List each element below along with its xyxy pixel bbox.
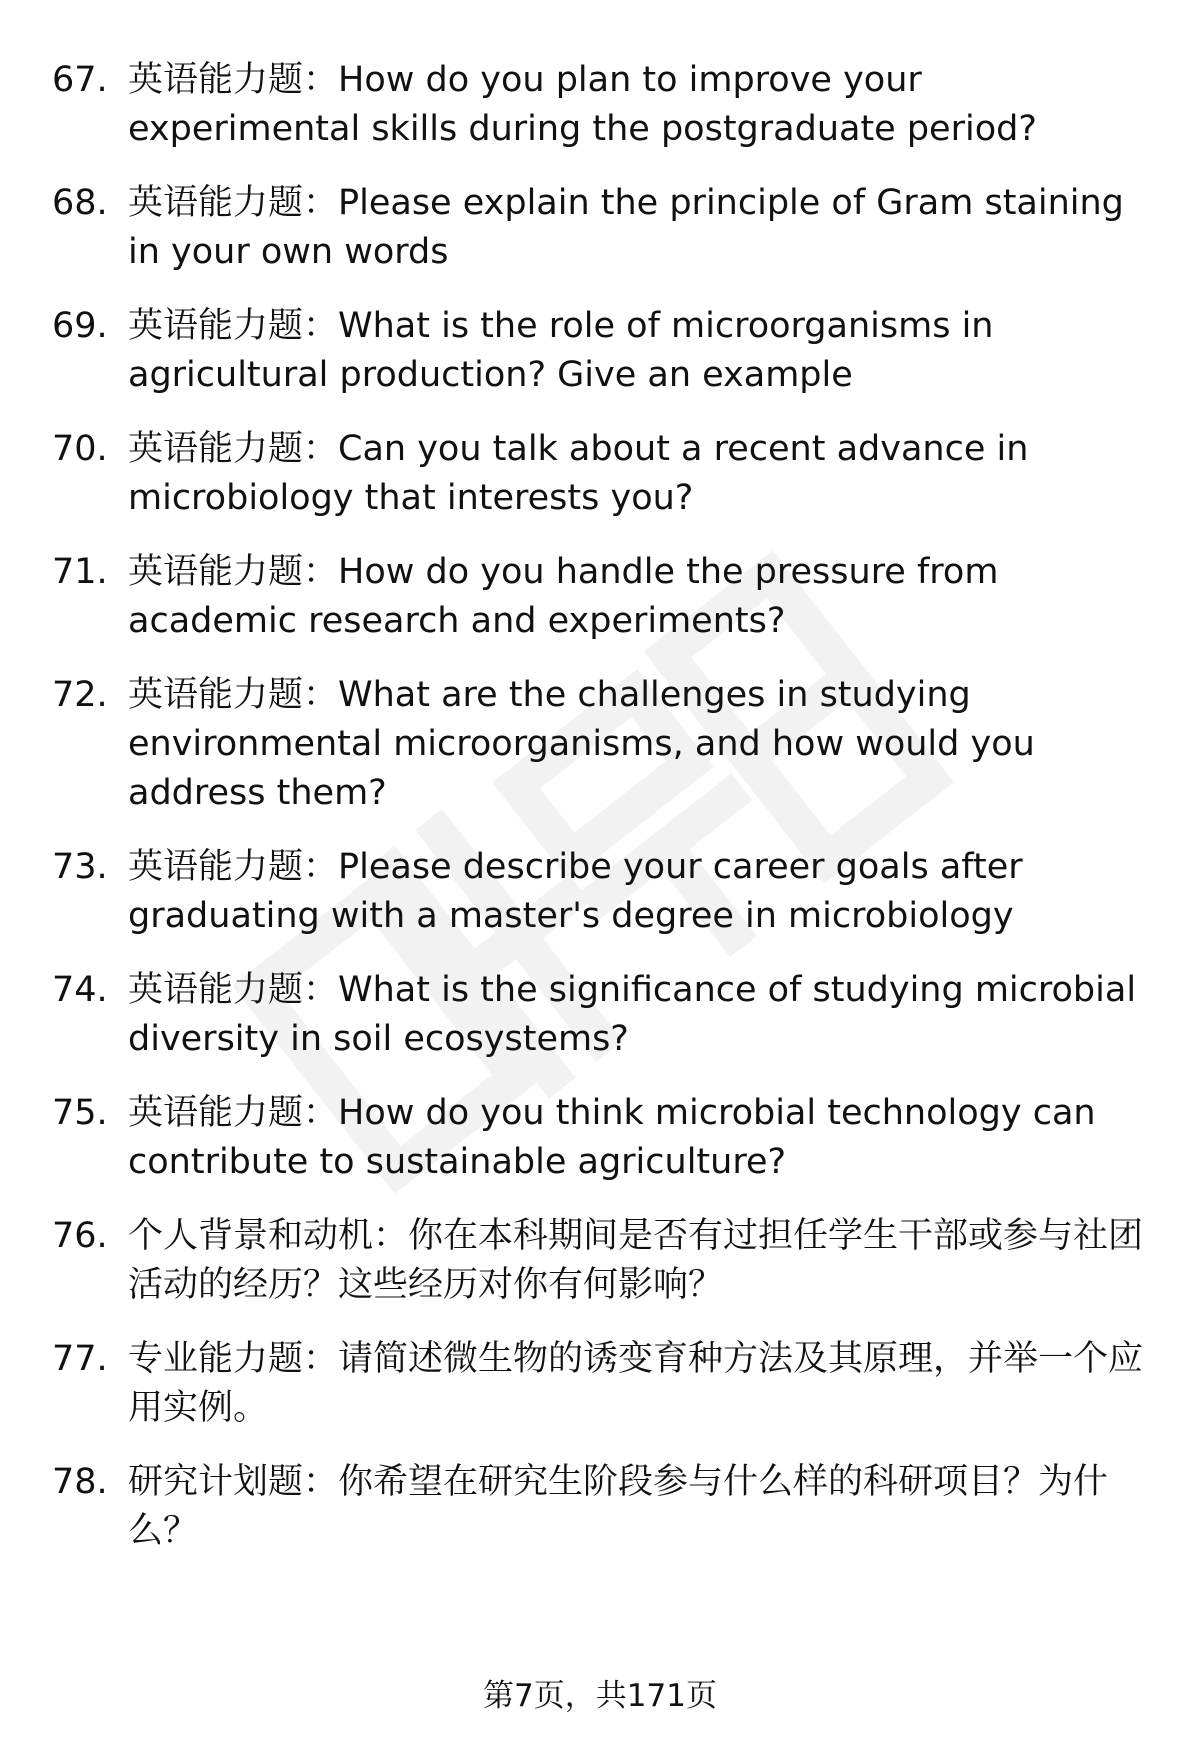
question-text — [128, 843, 1162, 941]
question-body: How do you handle the pressure from academic research and experiments? — [128, 552, 999, 641]
question-number: 76. — [52, 1216, 108, 1256]
question-category: 英语能力题： — [128, 429, 339, 469]
question-text — [128, 1089, 1162, 1187]
question-body: What is the role of microorganisms in agricultural production? Give an example — [128, 306, 994, 395]
question-category: 个人背景和动机： — [128, 1216, 409, 1256]
question-category: 英语能力题： — [128, 306, 339, 346]
question-text — [128, 966, 1162, 1064]
question-category: 英语能力题： — [128, 675, 339, 715]
question-number: 75. — [52, 1093, 108, 1133]
question-text — [128, 548, 1162, 646]
list-item — [52, 1089, 1162, 1187]
question-category: 英语能力题： — [128, 970, 339, 1010]
question-number: 70. — [52, 429, 108, 469]
question-number: 71. — [52, 552, 108, 592]
question-body: 你在本科期间是否有过担任学生干部或参与社团活动的经历？这些经历对你有何影响？ — [128, 1216, 1144, 1305]
question-number: 73. — [52, 847, 108, 887]
list-item — [52, 179, 1162, 277]
list-item — [52, 843, 1162, 941]
question-number: 69. — [52, 306, 108, 346]
question-category: 专业能力题： — [128, 1339, 339, 1379]
list-item — [52, 1458, 1162, 1556]
question-category: 英语能力题： — [128, 183, 339, 223]
question-number: 74. — [52, 970, 108, 1010]
question-number: 78. — [52, 1462, 108, 1502]
question-text — [128, 56, 1162, 154]
question-number: 68. — [52, 183, 108, 223]
question-text — [128, 1335, 1162, 1433]
question-body: What are the challenges in studying environmental microorganisms, and how would you address them? — [128, 675, 1035, 813]
question-body: What is the significance of studying microbial diversity in soil ecosystems? — [128, 970, 1137, 1059]
question-list — [52, 56, 1162, 1581]
question-body: How do you think microbial technology can contribute to sustainable agriculture? — [128, 1093, 1096, 1182]
question-body: 你希望在研究生阶段参与什么样的科研项目？为什么？ — [128, 1462, 1109, 1551]
question-text — [128, 302, 1162, 400]
list-item — [52, 302, 1162, 400]
question-number: 77. — [52, 1339, 108, 1379]
question-body: 请简述微生物的诱变育种方法及其原理，并举一个应用实例。 — [128, 1339, 1144, 1428]
question-text — [128, 1212, 1162, 1310]
list-item — [52, 425, 1162, 523]
question-number: 67. — [52, 60, 108, 100]
question-text — [128, 179, 1162, 277]
page-number-footer: 第7页，共171页 — [483, 1678, 717, 1714]
list-item — [52, 966, 1162, 1064]
question-category: 英语能力题： — [128, 552, 339, 592]
question-category: 英语能力题： — [128, 60, 339, 100]
question-category: 研究计划题： — [128, 1462, 339, 1502]
list-item — [52, 548, 1162, 646]
list-item — [52, 1335, 1162, 1433]
question-body: Can you talk about a recent advance in microbiology that interests you? — [128, 429, 1029, 518]
question-text — [128, 425, 1162, 523]
list-item — [52, 56, 1162, 154]
question-number: 72. — [52, 675, 108, 715]
list-item — [52, 671, 1162, 818]
question-category: 英语能力题： — [128, 847, 339, 887]
question-text — [128, 671, 1162, 818]
question-body: Please describe your career goals after graduating with a master's degree in microbiology — [128, 847, 1023, 936]
question-body: Please explain the principle of Gram staining in your own words — [128, 183, 1124, 272]
question-text — [128, 1458, 1162, 1556]
list-item — [52, 1212, 1162, 1310]
question-body: How do you plan to improve your experimental skills during the postgraduate period? — [128, 60, 1037, 149]
question-category: 英语能力题： — [128, 1093, 339, 1133]
